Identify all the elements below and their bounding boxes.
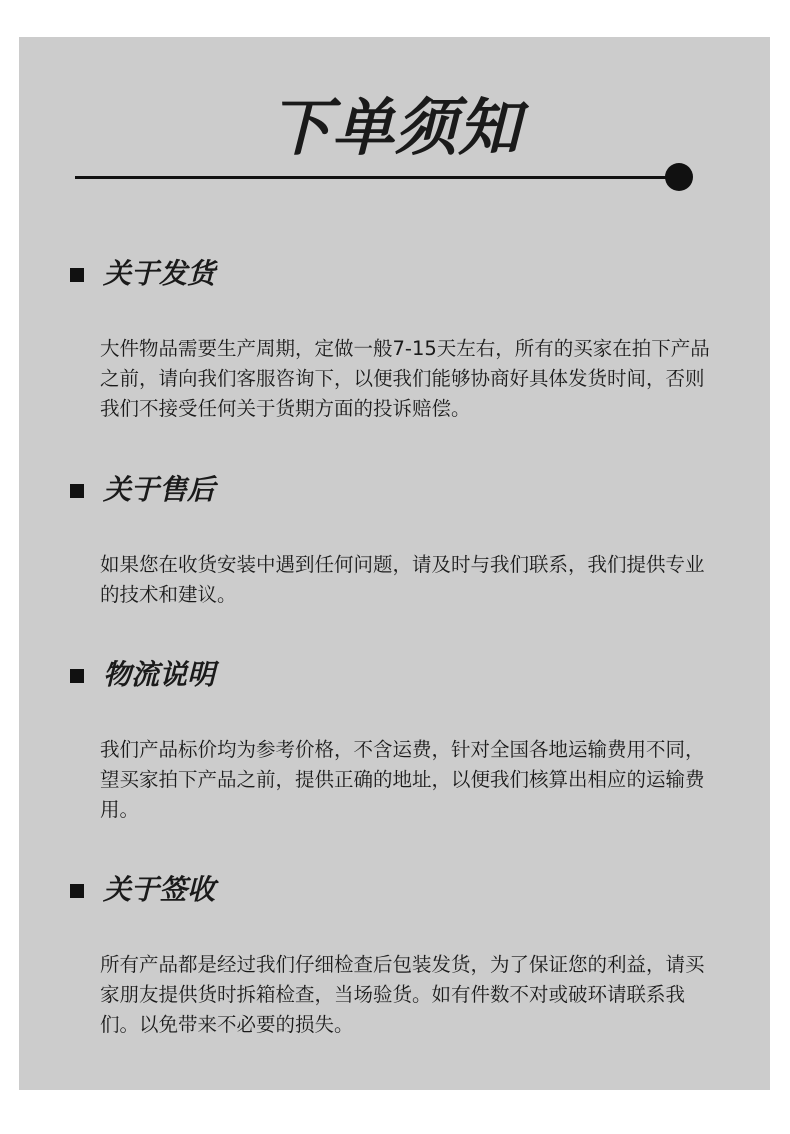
- section-body: 我们产品标价均为参考价格，不含运费，针对全国各地运输费用不同，望买家拍下产品之前，提供正确的地址，以便我们核算出相应的运输费用。: [100, 738, 705, 821]
- section-logistics: [70, 655, 720, 825]
- section-title: 物流说明: [103, 658, 216, 691]
- section-title: 关于售后: [103, 473, 216, 506]
- section-header: [70, 470, 720, 510]
- title-divider-dot: [665, 163, 693, 191]
- title-divider-line: [75, 176, 680, 179]
- page-title: 下单须知: [268, 91, 521, 164]
- section-shipping: [70, 254, 720, 424]
- section-body: 所有产品都是经过我们仔细检查后包装发货，为了保证您的利益，请买家朋友提供货时拆箱检查，当场验货。如有件数不对或破环请联系我们。以免带来不必要的损失。: [100, 953, 705, 1036]
- square-bullet-icon: [70, 484, 84, 498]
- section-header: [70, 870, 720, 910]
- section-header: [70, 655, 720, 695]
- section-after-sales: [70, 470, 720, 610]
- section-signing: [70, 870, 720, 1040]
- square-bullet-icon: [70, 268, 84, 282]
- section-title: 关于发货: [103, 257, 216, 290]
- section-body: 如果您在收货安装中遇到任何问题，请及时与我们联系，我们提供专业的技术和建议。: [100, 553, 705, 606]
- square-bullet-icon: [70, 669, 84, 683]
- section-title: 关于签收: [103, 873, 216, 906]
- section-body: 大件物品需要生产周期，定做一般7-15天左右，所有的买家在拍下产品之前，请向我们客服咨询下，以便我们能够协商好具体发货时间，否则我们不接受任何关于货期方面的投诉赔偿。: [100, 337, 710, 420]
- section-header: [70, 254, 720, 294]
- square-bullet-icon: [70, 884, 84, 898]
